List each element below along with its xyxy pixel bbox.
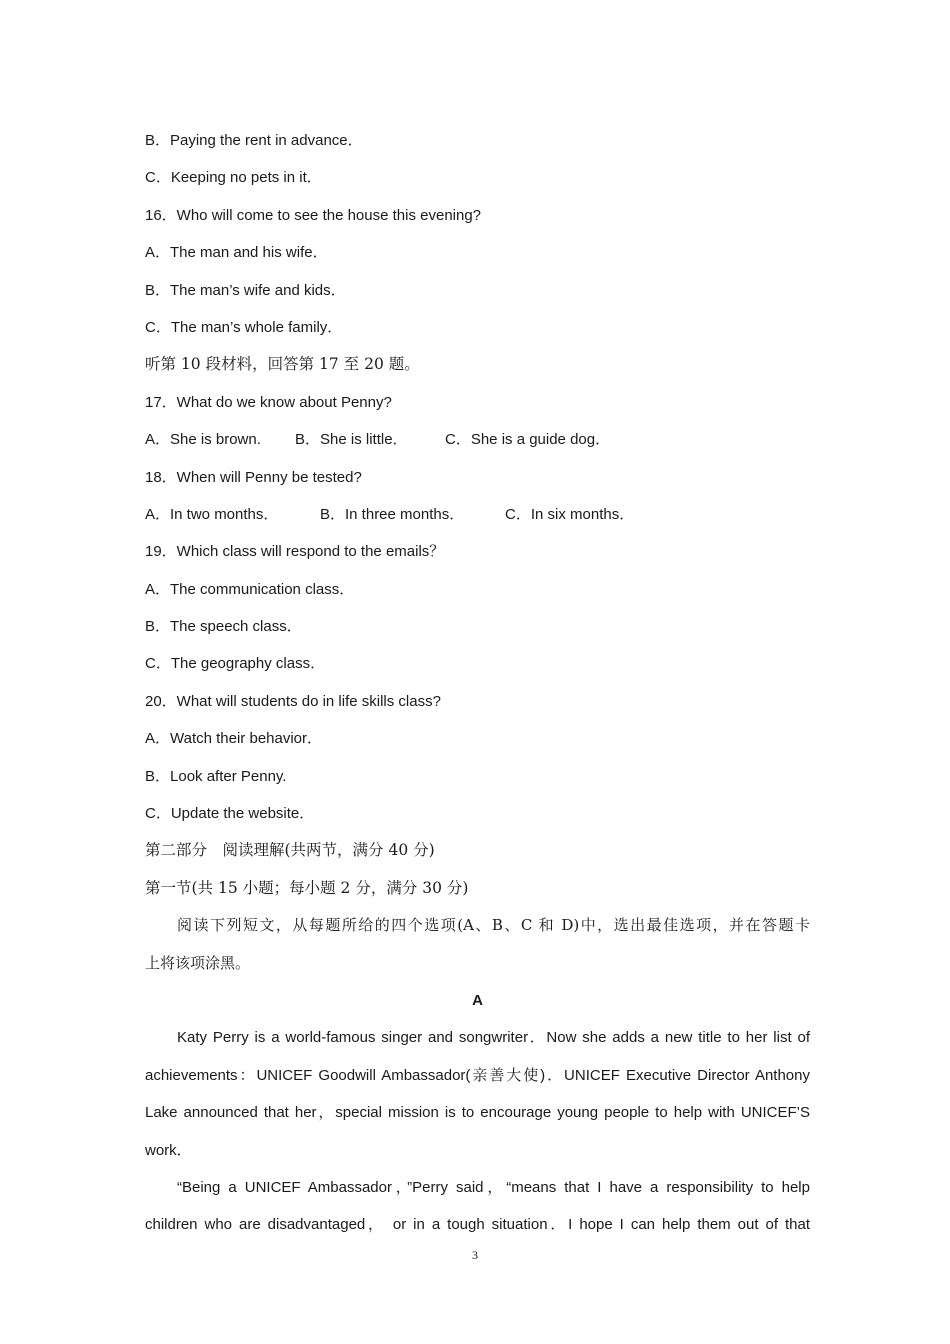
options-17 — [145, 421, 810, 458]
passage-line: Lake announced that her，special mission is to encourage young people to help with UNICEF’S — [145, 1104, 810, 1122]
option-17-c: C．She is a guide dog． — [445, 431, 611, 449]
option-15-c: C．Keeping no pets in it． — [145, 169, 322, 187]
section-1-heading: 第一节(共 15 小题；每小题 2 分，满分 30 分) — [145, 878, 469, 897]
option-15-b: B．Paying the rent in advance． — [145, 132, 363, 149]
option-18-a: A．In two months． — [145, 505, 279, 523]
option-19-b: B．The speech class． — [145, 618, 302, 636]
option-18-b: B．In three months． — [320, 505, 465, 523]
option-16-c: C．The man’s whole family． — [145, 318, 343, 336]
question-17: 17．What do we know about Penny? — [145, 393, 392, 411]
option-17-b: B．She is little． — [295, 431, 408, 449]
instruction-line-1: 阅读下列短文，从每题所给的四个选项(A、B、C 和 D)中，选出最佳选项，并在答题卡 — [177, 916, 810, 935]
page-number: 3 — [472, 1248, 478, 1262]
section-10-heading: 听第 10 段材料，回答第 17 至 20 题。 — [145, 355, 420, 374]
question-19: 19．Which class will respond to the emails？ — [145, 543, 445, 561]
question-18: 18．When will Penny be tested? — [145, 468, 362, 486]
option-20-b: B．Look after Penny. — [145, 767, 287, 785]
option-18-c: C．In six months． — [505, 505, 635, 523]
passage-line: Katy Perry is a world-famous singer and songwriter．Now she adds a new title to her list of — [177, 1029, 810, 1047]
option-19-a: A．The communication class． — [145, 580, 355, 598]
passage-line: children who are disadvantaged， or in a tough situation．I hope I can help them out of that — [145, 1216, 810, 1234]
option-19-c: C．The geography class． — [145, 655, 326, 673]
passage-line: work． — [145, 1141, 192, 1159]
passage-line: “Being a UNICEF Ambassador，”Perry said，“means that I have a responsibility to help — [177, 1178, 810, 1196]
option-20-c: C．Update the website． — [145, 805, 315, 823]
option-16-b: B．The man’s wife and kids． — [145, 281, 346, 299]
option-16-a: A．The man and his wife． — [145, 244, 328, 262]
page-content — [145, 122, 810, 1244]
question-20: 20．What will students do in life skills class? — [145, 692, 441, 710]
options-18 — [145, 496, 810, 533]
question-16: 16．Who will come to see the house this evening? — [145, 206, 482, 224]
instruction-line-2: 上将该项涂黑。 — [145, 953, 251, 972]
option-17-a: A．She is brown. — [145, 431, 261, 449]
part-2-heading: 第二部分 阅读理解(共两节，满分 40 分) — [145, 841, 435, 860]
passage-line: achievements：UNICEF Goodwill Ambassador(亲善大使)．UNICEF Executive Director Anthony — [145, 1066, 810, 1084]
option-20-a: A．Watch their behavior． — [145, 730, 323, 748]
passage-letter: A — [472, 991, 483, 1009]
